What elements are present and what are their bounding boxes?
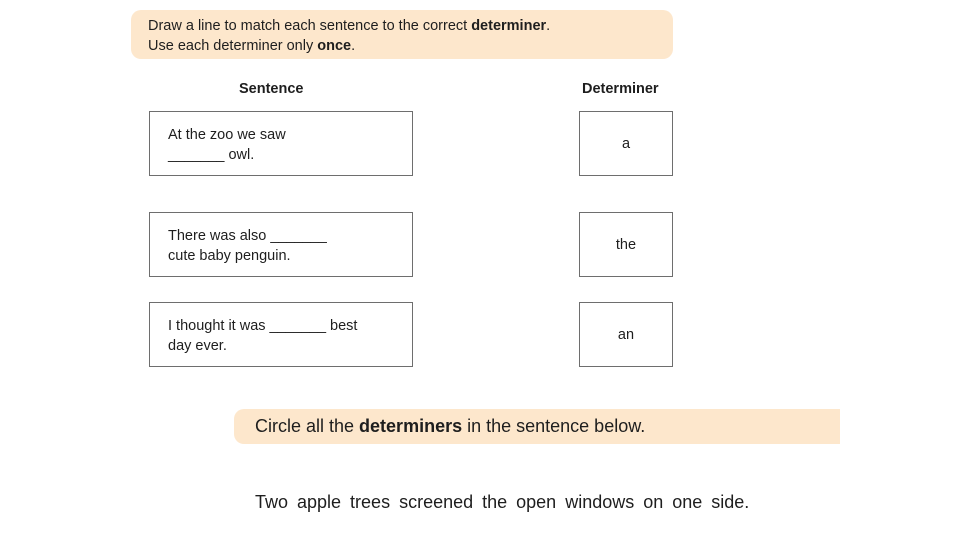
determiner-box-an[interactable] — [579, 302, 673, 367]
sentence-line: There was also _______ — [168, 228, 327, 244]
sentence-box-2[interactable] — [149, 212, 413, 277]
sentence-box-1[interactable] — [149, 111, 413, 176]
target-sentence[interactable]: Two apple trees screened the open windows on one side. — [255, 492, 750, 512]
instruction-line-2: Use each determiner only once. — [148, 38, 356, 54]
sentence-line: At the zoo we saw — [168, 127, 286, 143]
determiner-column-header: Determiner — [582, 81, 659, 97]
sentence-line: I thought it was _______ best — [168, 318, 358, 334]
sentence-line: _______ owl. — [168, 147, 255, 163]
determiner-box-a[interactable] — [579, 111, 673, 176]
determiner-label: a — [621, 135, 631, 152]
determiner-label: the — [615, 236, 637, 253]
sentence-line: cute baby penguin. — [168, 248, 291, 264]
sentence-line: day ever. — [168, 338, 227, 354]
instruction-box — [131, 10, 673, 59]
determiner-box-the[interactable] — [579, 212, 673, 277]
instruction-line-1: Draw a line to match each sentence to the correct determiner. — [148, 18, 551, 34]
circle-task-box: Circle all the determiners in the sentence below. — [234, 409, 840, 444]
sentence-box-3[interactable] — [149, 302, 413, 367]
determiner-label: an — [617, 326, 635, 343]
sentence-column-header: Sentence — [239, 81, 304, 97]
